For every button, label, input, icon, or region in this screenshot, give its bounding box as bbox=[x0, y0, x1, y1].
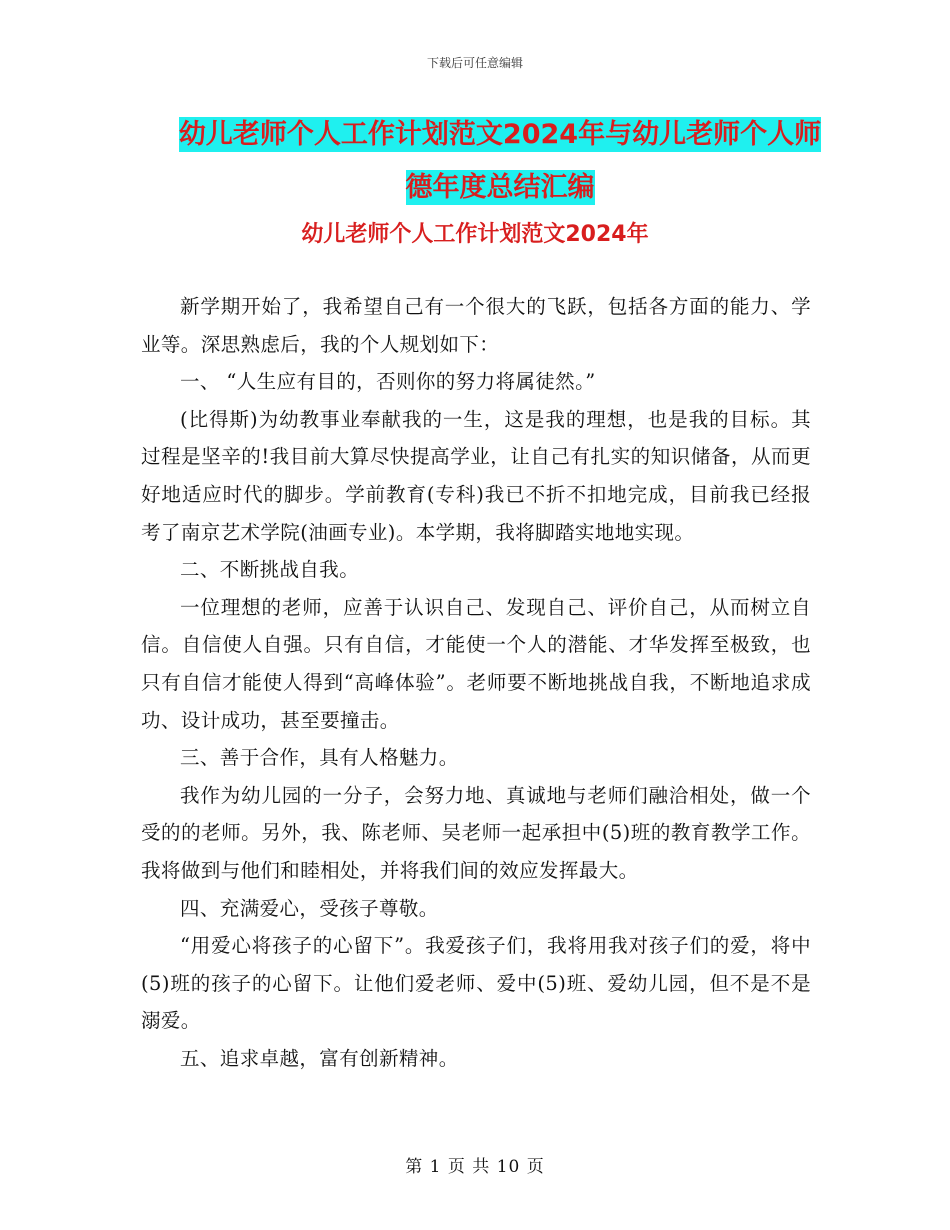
title-line-1: 幼儿老师个人工作计划范文2024年与幼儿老师个人师 bbox=[178, 119, 822, 150]
document-body bbox=[141, 288, 811, 1077]
paragraph: 五、追求卓越，富有创新精神。 bbox=[180, 1046, 459, 1070]
paragraph: 一位理想的老师，应善于认识自己、发现自己、评价自己，从而树立自信。自信使人自强。只有自信，才能使一个人的潜能、才华发挥至极致，也只有自信才能使人得到“高峰体验”。老师要不断地挑战自我，不断地追求成功、设计成功，甚至要撞击。 bbox=[141, 595, 811, 732]
paragraph: 我作为幼儿园的一分子，会努力地、真诚地与老师们融洽相处，做一个受的的老师。另外，我、陈老师、吴老师一起承担中(5)班的教育教学工作。我将做到与他们和睦相处，并将我们间的效应发挥最大。 bbox=[141, 783, 811, 882]
document-title bbox=[140, 108, 860, 214]
paragraph: 四、充满爱心，受孩子尊敬。 bbox=[180, 896, 439, 920]
paragraph: 一、 “人生应有目的，否则你的努力将属徒然。” bbox=[180, 370, 596, 394]
paragraph: 二、不断挑战自我。 bbox=[180, 558, 360, 582]
section-title: 幼儿老师个人工作计划范文2024年 bbox=[301, 222, 649, 247]
paragraph: “用爱心将孩子的心留下”。我爱孩子们，我将用我对孩子们的爱，将中(5)班的孩子的心留下。让他们爱老师、爱中(5)班、爱幼儿园，但不是不是溺爱。 bbox=[141, 934, 811, 1033]
paragraph: 新学期开始了，我希望自己有一个很大的飞跃，包括各方面的能力、学业等。深思熟虑后，我的个人规划如下： bbox=[141, 295, 811, 356]
paragraph: (比得斯)为幼教事业奉献我的一生，这是我的理想，也是我的目标。其过程是坚辛的!我目前大算尽快提高学业，让自己有扎实的知识储备，从而更好地适应时代的脚步。学前教育(专科)我已不折不扣地完成，目前我已经报考了南京艺术学院(油画专业)。本学期，我将脚踏实地地实现。 bbox=[141, 407, 811, 544]
paragraph: 三、善于合作，具有人格魅力。 bbox=[180, 746, 459, 770]
title-line-2: 德年度总结汇编 bbox=[405, 172, 595, 203]
page-footer: 第 1 页 共 10 页 bbox=[405, 1157, 545, 1177]
header-note: 下载后可任意编辑 bbox=[426, 56, 523, 70]
